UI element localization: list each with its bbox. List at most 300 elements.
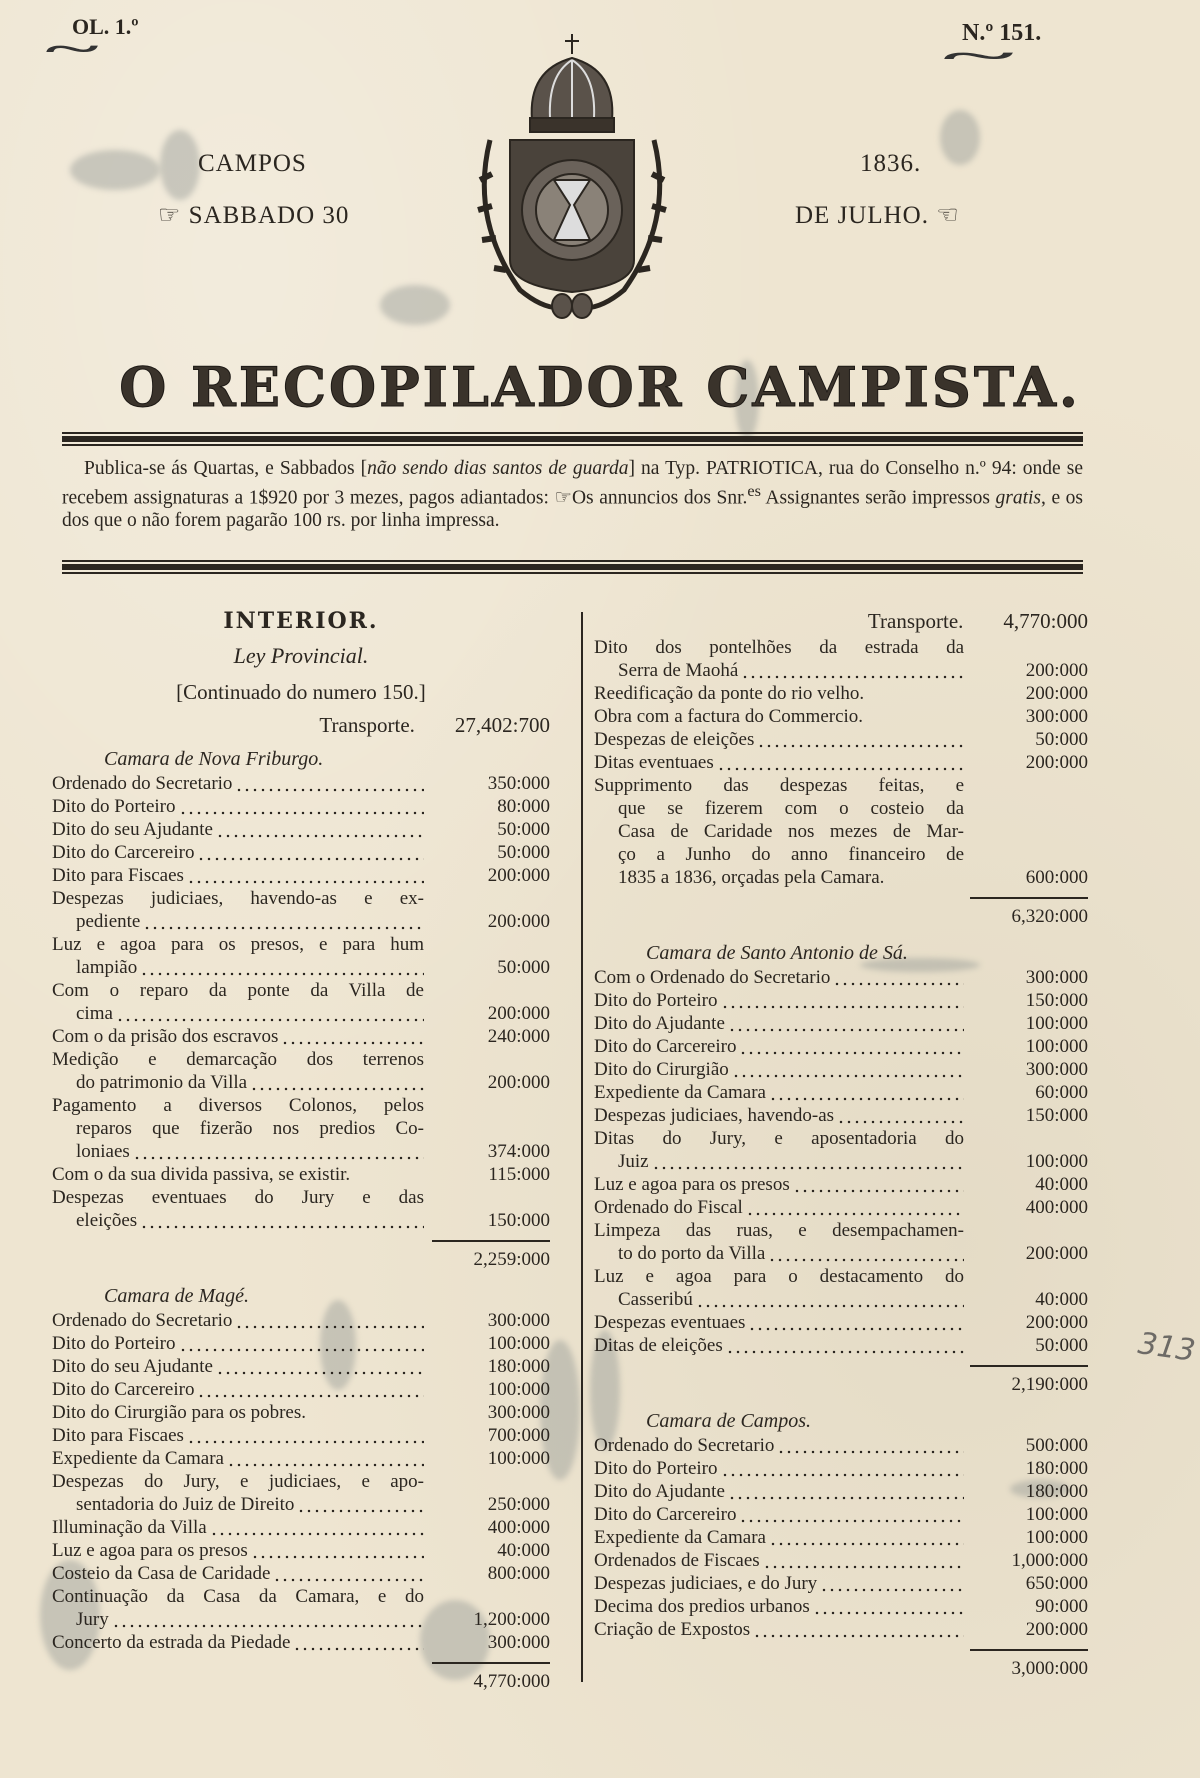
ledger-entry: [52, 1048, 550, 1094]
entry-line: [594, 1434, 964, 1457]
issue-number: [943, 20, 1042, 75]
dot-leader: [273, 1562, 424, 1585]
entry-line: [594, 705, 964, 728]
entry-label: [52, 1048, 424, 1094]
notice-text: ] na Typ. PATRIOTICA, rua do Conselho n.º 94: onde se recebem assignaturas a 1$920 por 3 mezes, pagos adiantados:: [62, 458, 1083, 509]
entry-line: [594, 728, 964, 751]
entry-line: [594, 1549, 964, 1572]
entry-text: Continuação da Casa da Camara, e do: [52, 1586, 424, 1607]
ledger-entry: [594, 1334, 1088, 1357]
entry-label: [52, 887, 424, 933]
entry-amount: 100:000: [1025, 1151, 1088, 1172]
entry-line: [52, 1470, 424, 1493]
entry-label: [52, 1470, 424, 1516]
entry-text: eleições: [76, 1210, 138, 1231]
entry-text: reparos que fizerão nos predios Co-: [76, 1118, 424, 1139]
month-text: DE JULHO.: [795, 202, 929, 229]
header-rule: [62, 432, 1083, 446]
ledger-sections: [52, 746, 550, 1693]
entry-amount: 300:000: [1025, 706, 1088, 727]
entry-label: [594, 1457, 964, 1480]
entry-label: [594, 1595, 964, 1618]
dot-leader: [297, 1493, 424, 1516]
entry-line: [594, 1173, 964, 1196]
ledger-entry: [52, 1309, 550, 1332]
ledger-entry: [52, 1424, 550, 1447]
entry-label: [594, 1334, 964, 1357]
left-column: [52, 604, 550, 1705]
notice-text: Publica-se ás Quartas, e Sabbados [: [84, 458, 368, 479]
dot-leader: [293, 1631, 424, 1654]
entry-text: Expediente da Camara: [594, 1082, 766, 1103]
entry-amount: 200:000: [487, 911, 550, 932]
entry-amount: 200:000: [487, 1003, 550, 1024]
ledger-entry: [594, 1595, 1088, 1618]
entry-amount: 50:000: [497, 957, 550, 978]
entry-text: Dito dos pontelhões da estrada da: [594, 637, 964, 658]
entry-amount: 650:000: [1025, 1573, 1088, 1594]
ledger-entry: [594, 1311, 1088, 1334]
ledger-entry: [52, 818, 550, 841]
entry-label: [52, 979, 424, 1025]
entry-text: Obra com a factura do Commercio.: [594, 706, 864, 727]
dot-leader: [820, 1572, 964, 1595]
section-title: Camara de Santo Antonio de Sá.: [646, 942, 908, 964]
section-total: 2,190:000: [1011, 1374, 1088, 1395]
entry-text: Dito do Cirurgião para os pobres.: [52, 1402, 306, 1423]
dot-leader: [179, 795, 425, 818]
day-text: SABBADO 30: [188, 202, 350, 229]
ledger-entry: [52, 1562, 550, 1585]
ledger-entry: [52, 1447, 550, 1470]
entry-text: Concerto da estrada da Piedade: [52, 1632, 291, 1653]
ledger-entry: [594, 1058, 1088, 1081]
dot-leader: [187, 1424, 424, 1447]
ledger-entry: [594, 1457, 1088, 1480]
entry-text: Dito do Porteiro: [52, 1333, 176, 1354]
dot-leader: [235, 772, 424, 795]
entry-amount: 100:000: [487, 1379, 550, 1400]
entry-text: Dito do Carcereiro: [594, 1504, 737, 1525]
entry-text: Com o Ordenado do Secretario: [594, 967, 831, 988]
entry-text: Despezas judiciaes, e do Jury: [594, 1573, 818, 1594]
dot-leader: [179, 1332, 425, 1355]
entry-text: Luz e agoa para os presos: [52, 1540, 248, 1561]
entry-line: [594, 636, 964, 659]
notice-italic: não sendo dias santos de guarda: [367, 458, 629, 479]
entry-label: [594, 728, 964, 751]
entry-text: Luz e agoa para os presos: [594, 1174, 790, 1195]
entry-text: Despezas judiciaes, havendo-as e ex-: [52, 888, 424, 909]
entry-line: [594, 1219, 964, 1242]
entry-amount: 40:000: [1035, 1174, 1088, 1195]
dot-leader: [197, 841, 424, 864]
ledger-entry: [52, 1378, 550, 1401]
ledger-entry: [52, 887, 550, 933]
entry-amount: 200:000: [1025, 1312, 1088, 1333]
entry-text: do patrimonio da Villa: [76, 1072, 248, 1093]
entry-text: que se fizerem com o costeio da: [618, 798, 964, 819]
entry-amount: 60:000: [1035, 1082, 1088, 1103]
ledger-entry: [52, 841, 550, 864]
entry-label: [594, 1127, 964, 1173]
entry-text: Despezas eventuaes do Jury e das: [52, 1187, 424, 1208]
entry-label: [594, 1104, 964, 1127]
entry-line: [594, 866, 964, 889]
entry-line: [594, 1081, 964, 1104]
entry-line: [594, 1311, 964, 1334]
entry-label: [594, 1081, 964, 1104]
ledger-entry: [52, 1585, 550, 1631]
entry-text: Despezas de eleições: [594, 729, 755, 750]
entry-line: [594, 1334, 964, 1357]
ledger-entry: [594, 774, 1088, 889]
pointing-hand-icon: ☞: [554, 487, 572, 509]
ledger-entry: [52, 1163, 550, 1186]
entry-line: [52, 772, 424, 795]
entry-text: ço a Junho do anno financeiro de: [618, 844, 964, 865]
entry-line: [52, 1048, 424, 1071]
entry-amount: 200:000: [1025, 752, 1088, 773]
entry-line: [52, 1163, 424, 1186]
entry-amount: 180:000: [487, 1356, 550, 1377]
ledger-entry: [594, 636, 1088, 682]
entry-text: Com o da sua divida passiva, se existir.: [52, 1164, 351, 1185]
entry-label: [594, 636, 964, 682]
dot-leader: [210, 1516, 424, 1539]
pointing-hand-icon: ☞: [158, 202, 182, 229]
entry-text: Ditas eventuaes: [594, 752, 714, 773]
entry-line: [52, 1209, 424, 1232]
entry-amount: 180:000: [1025, 1481, 1088, 1502]
ledger-entry: [52, 1025, 550, 1048]
entry-amount: 350:000: [487, 773, 550, 794]
dot-leader: [768, 1242, 964, 1265]
water-stain: [160, 130, 200, 200]
entry-text: Dito do Porteiro: [594, 1458, 718, 1479]
entry-text: cima: [76, 1003, 113, 1024]
entry-amount: 300:000: [487, 1402, 550, 1423]
ledger-entry: [594, 989, 1088, 1012]
entry-text: 1835 a 1836, orçadas pela Camara.: [618, 867, 885, 888]
ledger-entry: [594, 1173, 1088, 1196]
entry-label: [52, 818, 424, 841]
entry-text: Criação de Expostos: [594, 1619, 751, 1640]
entry-line: [52, 864, 424, 887]
section-title: Camara de Nova Friburgo.: [104, 748, 324, 770]
section-total: 4,770:000: [473, 1671, 550, 1692]
entry-text: Dito do Porteiro: [52, 796, 176, 817]
entry-line: [594, 1503, 964, 1526]
entry-label: [52, 795, 424, 818]
ledger-entry: [52, 1332, 550, 1355]
dot-leader: [133, 1140, 424, 1163]
section-total: 3,000:000: [1011, 1658, 1088, 1679]
dot-leader: [741, 659, 964, 682]
entry-line: [594, 659, 964, 682]
newspaper-title: O RECOPILADOR CAMPISTA.: [119, 355, 1081, 419]
dot-leader: [837, 1104, 964, 1127]
entry-line: [594, 820, 964, 843]
entry-label: [52, 1516, 424, 1539]
entry-text: sentadoria do Juiz de Direito: [76, 1494, 295, 1515]
dot-leader: [763, 1549, 964, 1572]
ledger-entry: [52, 1355, 550, 1378]
dot-leader: [732, 1058, 964, 1081]
dot-leader: [187, 864, 424, 887]
dot-leader: [753, 1618, 964, 1641]
entry-text: Serra de Maohá: [618, 660, 739, 681]
entry-line: [594, 682, 964, 705]
entry-label: [594, 989, 964, 1012]
ledger-entry: [52, 1186, 550, 1232]
section-title: Camara de Magé.: [104, 1285, 249, 1307]
ledger-entry: [594, 751, 1088, 774]
entry-label: [594, 1265, 964, 1311]
entry-line: [594, 751, 964, 774]
entry-amount: 200:000: [1025, 683, 1088, 704]
volume-text: OL. 1.º: [72, 14, 139, 39]
entry-text: to do porto da Villa: [618, 1243, 766, 1264]
entry-text: Despezas eventuaes: [594, 1312, 746, 1333]
entry-line: [52, 1585, 424, 1608]
entry-label: [52, 1631, 424, 1654]
dot-leader: [216, 1355, 424, 1378]
imperial-crest-emblem: [450, 30, 710, 330]
entry-line: [594, 966, 964, 989]
entry-label: [594, 1058, 964, 1081]
notice-text: , e os dos que o não forem pagarão 100 rs. por linha impressa.: [62, 487, 1084, 531]
entry-line: [52, 1562, 424, 1585]
issue-number-text: N.º 151.: [962, 20, 1042, 46]
entry-amount: 50:000: [1035, 729, 1088, 750]
entry-line: [52, 1355, 424, 1378]
volume-label: [45, 14, 139, 68]
dot-leader: [777, 1434, 964, 1457]
entry-text: Dito do seu Ajudante: [52, 819, 213, 840]
dot-leader: [728, 1480, 964, 1503]
notice-italic: gratis: [995, 487, 1042, 509]
dot-leader: [726, 1334, 964, 1357]
entry-text: Despezas judiciaes, havendo-as: [594, 1105, 835, 1126]
entry-text: Despezas do Jury, e judiciaes, e apo-: [52, 1471, 424, 1492]
entry-line: [52, 1493, 424, 1516]
entry-line: [52, 1140, 424, 1163]
dot-leader: [793, 1173, 964, 1196]
entry-label: [52, 1562, 424, 1585]
pointing-hand-icon: ☜: [936, 202, 960, 229]
water-stain: [70, 150, 160, 190]
total-rule: [970, 897, 1088, 899]
entry-text: Expediente da Camara: [52, 1448, 224, 1469]
entry-line: [52, 1401, 424, 1424]
entry-text: Casseribú: [618, 1289, 693, 1310]
dot-leader: [250, 1071, 424, 1094]
dot-leader: [696, 1288, 964, 1311]
entry-line: [594, 1012, 964, 1035]
dot-leader: [197, 1378, 424, 1401]
ledger-entry: [594, 1503, 1088, 1526]
dot-leader: [251, 1539, 424, 1562]
entry-amount: 40:000: [1035, 1289, 1088, 1310]
entry-line: [594, 1150, 964, 1173]
dot-leader: [721, 1457, 965, 1480]
entry-label: [594, 1572, 964, 1595]
entry-label: [52, 1539, 424, 1562]
entry-label: [52, 1094, 424, 1163]
entry-amount: 300:000: [1025, 967, 1088, 988]
entry-line: [52, 1332, 424, 1355]
entry-label: [52, 933, 424, 979]
entry-amount: 100:000: [1025, 1504, 1088, 1525]
entry-text: Ordenados de Fiscaes: [594, 1550, 760, 1571]
entry-label: [594, 1549, 964, 1572]
entry-amount: 200:000: [1025, 660, 1088, 681]
dot-leader: [717, 751, 964, 774]
dot-leader: [739, 1035, 964, 1058]
entry-line: [52, 887, 424, 910]
entry-label: [52, 772, 424, 795]
entry-label: [52, 1447, 424, 1470]
entry-text: Supprimento das despezas feitas, e: [594, 775, 964, 796]
dot-leader: [739, 1503, 964, 1526]
entry-label: [594, 1219, 964, 1265]
ledger-entry: [52, 1401, 550, 1424]
section-title: Camara de Campos.: [646, 1410, 812, 1432]
ledger-entry: [594, 966, 1088, 989]
ledger-entry: [594, 1012, 1088, 1035]
entry-label: [52, 1309, 424, 1332]
ledger-entry: [52, 979, 550, 1025]
entry-text: Dito do Porteiro: [594, 990, 718, 1011]
entry-line: [594, 1288, 964, 1311]
ledger-entry: [52, 795, 550, 818]
dot-leader: [216, 818, 424, 841]
swash-ornament: ~: [943, 38, 1014, 75]
entry-amount: 100:000: [1025, 1527, 1088, 1548]
entry-line: [52, 1117, 424, 1140]
ledger-entry: [594, 1265, 1088, 1311]
entry-label: [594, 774, 964, 889]
entry-amount: 200:000: [1025, 1243, 1088, 1264]
entry-line: [52, 933, 424, 956]
dot-leader: [143, 910, 424, 933]
entry-amount: 500:000: [1025, 1435, 1088, 1456]
entry-amount: 180:000: [1025, 1458, 1088, 1479]
ledger-entry: [594, 1572, 1088, 1595]
section-total: 2,259:000: [473, 1249, 550, 1270]
entry-amount: 400:000: [487, 1517, 550, 1538]
ledger-entry: [52, 1631, 550, 1654]
transport-line: [594, 606, 1088, 636]
entry-line: [52, 1186, 424, 1209]
dot-leader: [116, 1002, 424, 1025]
entry-text: lampião: [76, 957, 138, 978]
ledger-entry: [52, 1539, 550, 1562]
dot-leader: [813, 1595, 964, 1618]
entry-text: Ditas do Jury, e aposentadoria do: [594, 1128, 964, 1149]
ledger-entry: [594, 728, 1088, 751]
water-stain: [380, 285, 450, 325]
dot-leader: [281, 1025, 424, 1048]
entry-text: Ordenado do Secretario: [52, 1310, 233, 1331]
entry-amount: 50:000: [1035, 1335, 1088, 1356]
dot-leader: [227, 1447, 424, 1470]
dot-leader: [769, 1526, 964, 1549]
ledger-sections: [594, 636, 1088, 1680]
section-heading-interior: INTERIOR.: [223, 608, 379, 634]
entry-line: [52, 910, 424, 933]
entry-line: [52, 1309, 424, 1332]
ledger-entry: [594, 1434, 1088, 1457]
water-stain: [940, 110, 980, 165]
ledger-entry: [594, 705, 1088, 728]
swash-ornament: ~: [45, 31, 99, 68]
entry-text: pediente: [76, 911, 141, 932]
entry-amount: 300:000: [487, 1310, 550, 1331]
entry-label: [594, 751, 964, 774]
right-column: [594, 604, 1088, 1692]
transport-value: 4,770:000: [1003, 609, 1088, 633]
entry-text: loniaes: [76, 1141, 130, 1162]
total-rule: [432, 1240, 550, 1242]
entry-line: [52, 795, 424, 818]
entry-amount: 300:000: [1025, 1059, 1088, 1080]
entry-text: Com o da prisão dos escravos: [52, 1026, 279, 1047]
entry-line: [594, 1572, 964, 1595]
entry-amount: 50:000: [497, 842, 550, 863]
entry-text: Illuminação da Villa: [52, 1517, 207, 1538]
entry-text: Costeio da Casa de Caridade: [52, 1563, 271, 1584]
entry-text: Expediente da Camara: [594, 1527, 766, 1548]
entry-label: [594, 1196, 964, 1219]
entry-text: Ordenado do Secretario: [594, 1435, 775, 1456]
entry-label: [594, 1311, 964, 1334]
dot-leader: [140, 1209, 424, 1232]
entry-label: [594, 1035, 964, 1058]
entry-label: [594, 1618, 964, 1641]
entry-text: Dito do seu Ajudante: [52, 1356, 213, 1377]
entry-text: Com o reparo da ponte da Villa de: [52, 980, 424, 1001]
entry-amount: 150:000: [487, 1210, 550, 1231]
dot-leader: [721, 989, 965, 1012]
total-rule: [432, 1662, 550, 1664]
ledger-entry: [594, 682, 1088, 705]
entry-label: [594, 1480, 964, 1503]
entry-line: [594, 989, 964, 1012]
entry-text: Dito do Ajudante: [594, 1481, 725, 1502]
transport-label: Transporte.: [867, 609, 964, 633]
entry-line: [52, 956, 424, 979]
entry-line: [594, 1196, 964, 1219]
total-rule: [970, 1365, 1088, 1367]
publication-notice: [62, 458, 1083, 532]
entry-amount: 150:000: [1025, 990, 1088, 1011]
ledger-entry: [52, 772, 550, 795]
entry-label: [594, 682, 964, 705]
entry-label: [52, 1163, 424, 1186]
year-label: 1836.: [860, 150, 922, 177]
entry-amount: 80:000: [497, 796, 550, 817]
ledger-entry: [594, 1081, 1088, 1104]
entry-line: [52, 818, 424, 841]
entry-amount: 115:000: [488, 1164, 550, 1185]
entry-amount: 200:000: [1025, 1619, 1088, 1640]
notice-text: Assignantes serão impressos: [760, 487, 996, 509]
entry-line: [594, 1104, 964, 1127]
entry-text: Luz e agoa para o destacamento do: [594, 1266, 964, 1287]
ledger-entry: [594, 1549, 1088, 1572]
